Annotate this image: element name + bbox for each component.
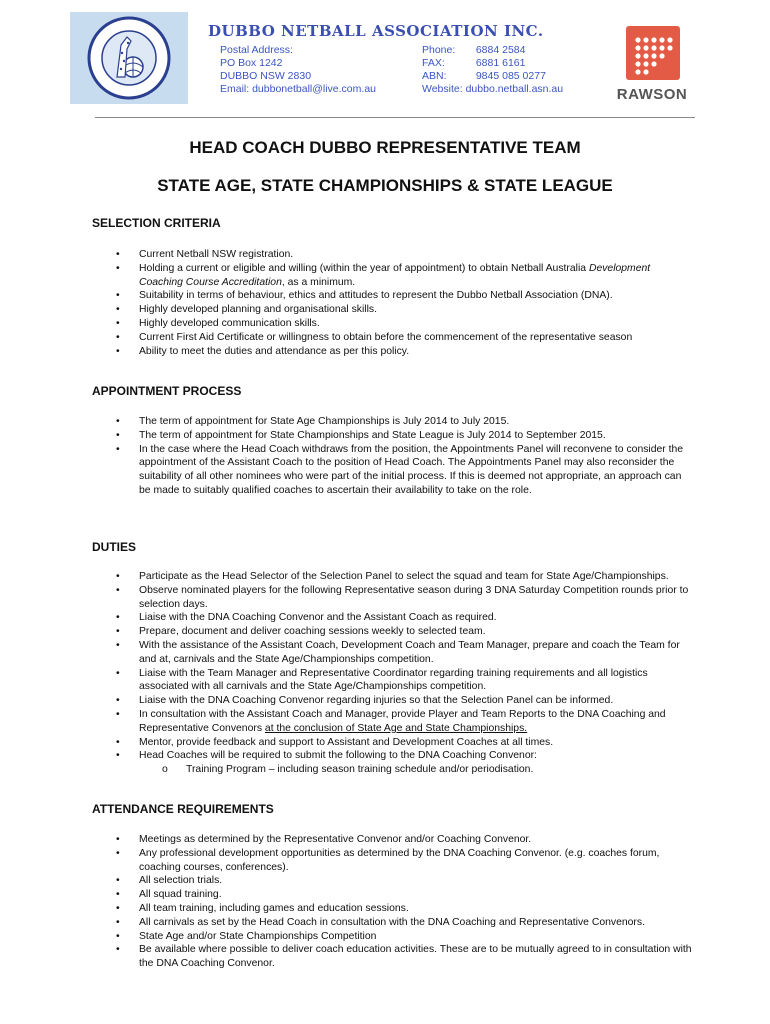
- rawson-dot-icon: [626, 26, 680, 80]
- list-item: • Be available where possible to deliver coach education activities. These are to be mutually agreed to in consultation with the DNA Coaching Convenor.: [116, 944, 692, 970]
- document-title: HEAD COACH DUBBO REPRESENTATIVE TEAM: [189, 138, 581, 157]
- list-item: • Highly developed communication skills.: [116, 317, 320, 329]
- list-item: • Any professional development opportunities as determined by the DNA Coaching Convenor. (e.g. coaches forum, coaching courses, conferences).: [116, 847, 660, 873]
- selection-criteria-list: [92, 248, 692, 358]
- list-item: • Observe nominated players for the following Representative season during 3 DNA Saturday Competition rounds prior to selection days.: [116, 584, 689, 610]
- list-item: • Holding a current or eligible and willing (within the year of appointment) to obtain Netball Australia Development Coaching Course Accreditation, as a minimum.: [116, 262, 651, 288]
- list-item: • Current Netball NSW registration.: [116, 249, 294, 260]
- organisation-name: DUBBO NETBALL ASSOCIATION INC.: [208, 22, 544, 40]
- postal-address: [220, 44, 376, 96]
- netball-association-logo: [70, 12, 188, 104]
- postal-line: DUBBO NSW 2830: [220, 70, 312, 82]
- list-item: • Liaise with the DNA Coaching Convenor and the Assistant Coach as required.: [116, 612, 497, 624]
- selection-criteria-section: [92, 216, 692, 358]
- list-item: • Mentor, provide feedback and support to Assistant and Development Coaches at all times.: [116, 736, 554, 748]
- phone-value: 6884 2584: [475, 44, 526, 56]
- list-item: • Current First Aid Certificate or willingness to obtain before the commencement of the representative season: [116, 331, 633, 343]
- list-item: • Meetings as determined by the Representative Convenor and/or Coaching Convenor.: [116, 834, 532, 845]
- list-item: • State Age and/or State Championships Competition: [116, 930, 377, 942]
- rawson-sponsor-logo: [608, 26, 696, 108]
- website-value: dubbo.netball.asn.au: [465, 83, 564, 95]
- sub-list-item: o Training Program – including season training schedule and/or periodisation.: [162, 764, 534, 776]
- list-item: • The term of appointment for State Championships and State League is July 2014 to September 2015.: [116, 429, 606, 441]
- duties-section: [92, 540, 692, 777]
- fax-label: FAX:: [422, 57, 445, 69]
- section-heading: DUTIES: [92, 540, 137, 554]
- list-item: • Highly developed planning and organisational skills.: [116, 304, 377, 316]
- appointment-process-section: [92, 384, 692, 498]
- contact-details: [422, 44, 563, 96]
- list-item: • In the case where the Head Coach withdraws from the position, the Appointments Panel will reconvene to consider the appointment of the Assistant Coach to the position of Head Coach. The Appointments Panel may also reconsider the suitability of all other nominees who were part of the initial process. If this is deemed not appropriate, an approach can be made to suitably qualified coaches to ascertain their availability to take on the role.: [116, 443, 684, 496]
- fax-value: 6881 6161: [475, 57, 526, 69]
- list-item: • Liaise with the DNA Coaching Convenor regarding injuries so that the Selection Panel can be informed.: [116, 695, 614, 707]
- postal-line: PO Box 1242: [220, 57, 283, 69]
- list-item: • All selection trials.: [116, 875, 223, 887]
- abn-label: ABN:: [422, 70, 447, 82]
- list-item: • With the assistance of the Assistant Coach, Development Coach and Team Manager, prepare and coach the Team for and at, carnivals and the State Age/Championships competition.: [116, 639, 680, 665]
- email-line: Email: dubbonetball@live.com.au: [220, 83, 376, 95]
- list-item: • Prepare, document and deliver coaching sessions weekly to selected team.: [116, 626, 486, 638]
- appointment-process-list: [92, 415, 692, 498]
- phone-label: Phone:: [422, 44, 456, 56]
- list-item: • All squad training.: [116, 889, 222, 901]
- website-label: Website:: [422, 83, 463, 95]
- duties-list: [92, 570, 692, 777]
- section-heading: SELECTION CRITERIA: [92, 216, 221, 230]
- abn-value: 9845 085 0277: [475, 70, 546, 82]
- underlined-text: at the conclusion of State Age and State Championships.: [264, 722, 528, 734]
- header-divider: [95, 117, 695, 118]
- list-item: • All team training, including games and education sessions.: [116, 902, 409, 914]
- list-item: • In consultation with the Assistant Coach and Manager, provide Player and Team Reports to the DNA Coaching and Representative Convenors at the conclusion of State Age and State Championships.: [116, 708, 666, 734]
- letterhead: [70, 12, 698, 116]
- section-heading: APPOINTMENT PROCESS: [92, 384, 242, 398]
- postal-label: Postal Address:: [220, 44, 293, 56]
- section-heading: ATTENDANCE REQUIREMENTS: [92, 802, 274, 816]
- list-item: • Ability to meet the duties and attendance as per this policy.: [116, 345, 410, 357]
- list-item: • Head Coaches will be required to submit the following to the DNA Coaching Convenor:: [116, 750, 537, 762]
- list-item: • Participate as the Head Selector of the Selection Panel to select the squad and team for State Age/Championships.: [116, 571, 669, 582]
- attendance-requirements-section: [92, 802, 692, 971]
- list-item: • All carnivals as set by the Head Coach in consultation with the DNA Coaching and Representative Convenors.: [116, 916, 645, 928]
- attendance-requirements-list: [92, 833, 692, 971]
- list-item: • The term of appointment for State Age Championships is July 2014 to July 2015.: [116, 416, 510, 427]
- list-item: • Suitability in terms of behaviour, ethics and attitudes to represent the Dubbo Netball Association (DNA).: [116, 290, 613, 302]
- document-subtitle: STATE AGE, STATE CHAMPIONSHIPS & STATE LEAGUE: [157, 176, 613, 195]
- list-item: • Liaise with the Team Manager and Representative Coordinator regarding training requirements and all logistics associated with all carnivals and the State Age/Championships competition.: [116, 667, 648, 693]
- rawson-wordmark: RAWSON: [616, 86, 688, 103]
